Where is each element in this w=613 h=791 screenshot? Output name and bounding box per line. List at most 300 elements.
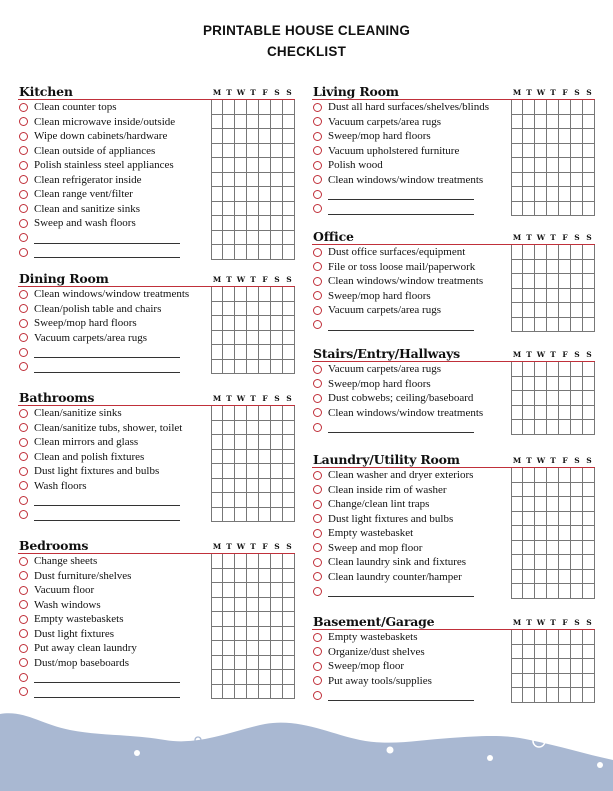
day-check-cell[interactable] xyxy=(235,598,247,613)
day-check-cell[interactable] xyxy=(211,627,223,642)
day-check-cell[interactable] xyxy=(223,421,235,436)
day-check-cell[interactable] xyxy=(559,129,571,144)
checkbox-circle-icon[interactable] xyxy=(19,190,28,199)
checkbox-circle-icon[interactable] xyxy=(19,319,28,328)
day-check-cell[interactable] xyxy=(523,541,535,556)
day-check-cell[interactable] xyxy=(559,115,571,130)
blank-task-line[interactable] xyxy=(328,199,474,200)
checkbox-circle-icon[interactable] xyxy=(313,500,322,509)
day-check-cell[interactable] xyxy=(547,526,559,541)
day-check-cell[interactable] xyxy=(211,554,223,569)
day-check-cell[interactable] xyxy=(571,526,583,541)
day-check-cell[interactable] xyxy=(235,287,247,302)
checkbox-circle-icon[interactable] xyxy=(19,481,28,490)
day-check-cell[interactable] xyxy=(235,583,247,598)
day-check-cell[interactable] xyxy=(571,115,583,130)
day-check-cell[interactable] xyxy=(235,100,247,115)
day-check-cell[interactable] xyxy=(547,173,559,188)
day-check-cell[interactable] xyxy=(259,202,271,217)
day-check-cell[interactable] xyxy=(511,512,523,527)
day-check-cell[interactable] xyxy=(235,302,247,317)
day-check-cell[interactable] xyxy=(247,670,259,685)
day-check-cell[interactable] xyxy=(271,187,283,202)
day-check-cell[interactable] xyxy=(583,202,595,217)
day-check-cell[interactable] xyxy=(259,115,271,130)
day-check-cell[interactable] xyxy=(283,302,295,317)
day-check-cell[interactable] xyxy=(247,331,259,346)
checkbox-circle-icon[interactable] xyxy=(313,161,322,170)
day-check-cell[interactable] xyxy=(211,202,223,217)
day-check-cell[interactable] xyxy=(271,302,283,317)
day-check-cell[interactable] xyxy=(211,115,223,130)
day-check-cell[interactable] xyxy=(211,144,223,159)
day-check-cell[interactable] xyxy=(547,645,559,660)
day-check-cell[interactable] xyxy=(523,420,535,435)
day-check-cell[interactable] xyxy=(223,316,235,331)
checkbox-circle-icon[interactable] xyxy=(313,394,322,403)
day-check-cell[interactable] xyxy=(247,345,259,360)
day-check-cell[interactable] xyxy=(271,554,283,569)
day-check-cell[interactable] xyxy=(283,421,295,436)
day-check-cell[interactable] xyxy=(247,450,259,465)
day-check-cell[interactable] xyxy=(283,627,295,642)
checkbox-circle-icon[interactable] xyxy=(313,485,322,494)
day-check-cell[interactable] xyxy=(235,231,247,246)
day-check-cell[interactable] xyxy=(271,421,283,436)
day-check-cell[interactable] xyxy=(559,541,571,556)
day-check-cell[interactable] xyxy=(547,483,559,498)
checkbox-circle-icon[interactable] xyxy=(313,572,322,581)
day-check-cell[interactable] xyxy=(535,144,547,159)
checkbox-circle-icon[interactable] xyxy=(313,175,322,184)
day-check-cell[interactable] xyxy=(523,362,535,377)
day-check-cell[interactable] xyxy=(259,670,271,685)
day-check-cell[interactable] xyxy=(571,659,583,674)
day-check-cell[interactable] xyxy=(547,144,559,159)
day-check-cell[interactable] xyxy=(571,377,583,392)
day-check-cell[interactable] xyxy=(247,627,259,642)
day-check-cell[interactable] xyxy=(571,245,583,260)
day-check-cell[interactable] xyxy=(283,598,295,613)
checkbox-circle-icon[interactable] xyxy=(19,687,28,696)
checkbox-circle-icon[interactable] xyxy=(19,644,28,653)
day-check-cell[interactable] xyxy=(283,569,295,584)
day-check-cell[interactable] xyxy=(271,493,283,508)
day-check-cell[interactable] xyxy=(271,287,283,302)
day-check-cell[interactable] xyxy=(271,158,283,173)
day-check-cell[interactable] xyxy=(283,287,295,302)
day-check-cell[interactable] xyxy=(511,144,523,159)
day-check-cell[interactable] xyxy=(559,100,571,115)
checkbox-circle-icon[interactable] xyxy=(313,529,322,538)
day-check-cell[interactable] xyxy=(535,420,547,435)
day-check-cell[interactable] xyxy=(571,187,583,202)
day-check-cell[interactable] xyxy=(535,512,547,527)
day-check-cell[interactable] xyxy=(535,100,547,115)
day-check-cell[interactable] xyxy=(235,685,247,700)
day-check-cell[interactable] xyxy=(583,245,595,260)
blank-task-line[interactable] xyxy=(328,596,474,597)
day-check-cell[interactable] xyxy=(223,302,235,317)
checkbox-circle-icon[interactable] xyxy=(19,467,28,476)
day-check-cell[interactable] xyxy=(235,569,247,584)
day-check-cell[interactable] xyxy=(223,202,235,217)
day-check-cell[interactable] xyxy=(235,360,247,375)
day-check-cell[interactable] xyxy=(259,231,271,246)
checkbox-circle-icon[interactable] xyxy=(313,471,322,480)
day-check-cell[interactable] xyxy=(547,497,559,512)
day-check-cell[interactable] xyxy=(571,289,583,304)
day-check-cell[interactable] xyxy=(523,202,535,217)
day-check-cell[interactable] xyxy=(235,435,247,450)
day-check-cell[interactable] xyxy=(271,173,283,188)
blank-task-line[interactable] xyxy=(328,330,474,331)
day-check-cell[interactable] xyxy=(247,287,259,302)
day-check-cell[interactable] xyxy=(583,115,595,130)
day-check-cell[interactable] xyxy=(547,674,559,689)
day-check-cell[interactable] xyxy=(259,216,271,231)
day-check-cell[interactable] xyxy=(283,187,295,202)
day-check-cell[interactable] xyxy=(523,584,535,599)
checkbox-circle-icon[interactable] xyxy=(19,219,28,228)
day-check-cell[interactable] xyxy=(571,144,583,159)
day-check-cell[interactable] xyxy=(571,541,583,556)
day-check-cell[interactable] xyxy=(259,450,271,465)
day-check-cell[interactable] xyxy=(583,570,595,585)
day-check-cell[interactable] xyxy=(583,173,595,188)
day-check-cell[interactable] xyxy=(247,641,259,656)
day-check-cell[interactable] xyxy=(511,584,523,599)
day-check-cell[interactable] xyxy=(211,421,223,436)
day-check-cell[interactable] xyxy=(271,479,283,494)
day-check-cell[interactable] xyxy=(283,115,295,130)
checkbox-circle-icon[interactable] xyxy=(19,571,28,580)
day-check-cell[interactable] xyxy=(283,464,295,479)
day-check-cell[interactable] xyxy=(511,158,523,173)
day-check-cell[interactable] xyxy=(283,129,295,144)
day-check-cell[interactable] xyxy=(247,129,259,144)
day-check-cell[interactable] xyxy=(511,468,523,483)
day-check-cell[interactable] xyxy=(235,493,247,508)
day-check-cell[interactable] xyxy=(583,497,595,512)
day-check-cell[interactable] xyxy=(235,450,247,465)
day-check-cell[interactable] xyxy=(523,391,535,406)
blank-task-line[interactable] xyxy=(34,357,180,358)
day-check-cell[interactable] xyxy=(511,391,523,406)
day-check-cell[interactable] xyxy=(283,316,295,331)
day-check-cell[interactable] xyxy=(259,316,271,331)
day-check-cell[interactable] xyxy=(283,331,295,346)
day-check-cell[interactable] xyxy=(535,245,547,260)
day-check-cell[interactable] xyxy=(271,464,283,479)
day-check-cell[interactable] xyxy=(211,231,223,246)
day-check-cell[interactable] xyxy=(247,569,259,584)
day-check-cell[interactable] xyxy=(247,187,259,202)
day-check-cell[interactable] xyxy=(547,303,559,318)
day-check-cell[interactable] xyxy=(547,584,559,599)
day-check-cell[interactable] xyxy=(283,245,295,260)
day-check-cell[interactable] xyxy=(283,345,295,360)
day-check-cell[interactable] xyxy=(559,274,571,289)
day-check-cell[interactable] xyxy=(583,483,595,498)
day-check-cell[interactable] xyxy=(511,129,523,144)
checkbox-circle-icon[interactable] xyxy=(19,409,28,418)
day-check-cell[interactable] xyxy=(271,569,283,584)
day-check-cell[interactable] xyxy=(211,158,223,173)
day-check-cell[interactable] xyxy=(535,377,547,392)
day-check-cell[interactable] xyxy=(223,144,235,159)
day-check-cell[interactable] xyxy=(271,670,283,685)
day-check-cell[interactable] xyxy=(583,158,595,173)
blank-task-line[interactable] xyxy=(34,257,180,258)
day-check-cell[interactable] xyxy=(547,420,559,435)
day-check-cell[interactable] xyxy=(223,129,235,144)
day-check-cell[interactable] xyxy=(535,555,547,570)
day-check-cell[interactable] xyxy=(283,670,295,685)
day-check-cell[interactable] xyxy=(223,115,235,130)
day-check-cell[interactable] xyxy=(571,645,583,660)
day-check-cell[interactable] xyxy=(223,435,235,450)
day-check-cell[interactable] xyxy=(547,468,559,483)
day-check-cell[interactable] xyxy=(559,555,571,570)
day-check-cell[interactable] xyxy=(523,674,535,689)
checkbox-circle-icon[interactable] xyxy=(19,452,28,461)
day-check-cell[interactable] xyxy=(247,685,259,700)
day-check-cell[interactable] xyxy=(583,391,595,406)
day-check-cell[interactable] xyxy=(235,345,247,360)
day-check-cell[interactable] xyxy=(247,100,259,115)
checkbox-circle-icon[interactable] xyxy=(313,248,322,257)
day-check-cell[interactable] xyxy=(571,318,583,333)
day-check-cell[interactable] xyxy=(223,187,235,202)
day-check-cell[interactable] xyxy=(523,129,535,144)
day-check-cell[interactable] xyxy=(235,508,247,523)
day-check-cell[interactable] xyxy=(559,468,571,483)
day-check-cell[interactable] xyxy=(223,345,235,360)
day-check-cell[interactable] xyxy=(223,656,235,671)
day-check-cell[interactable] xyxy=(247,554,259,569)
day-check-cell[interactable] xyxy=(559,584,571,599)
day-check-cell[interactable] xyxy=(571,630,583,645)
day-check-cell[interactable] xyxy=(223,464,235,479)
day-check-cell[interactable] xyxy=(559,362,571,377)
day-check-cell[interactable] xyxy=(523,303,535,318)
day-check-cell[interactable] xyxy=(559,303,571,318)
day-check-cell[interactable] xyxy=(211,187,223,202)
day-check-cell[interactable] xyxy=(211,670,223,685)
checkbox-circle-icon[interactable] xyxy=(313,146,322,155)
day-check-cell[interactable] xyxy=(283,173,295,188)
day-check-cell[interactable] xyxy=(223,173,235,188)
day-check-cell[interactable] xyxy=(235,627,247,642)
checkbox-circle-icon[interactable] xyxy=(313,277,322,286)
day-check-cell[interactable] xyxy=(511,202,523,217)
day-check-cell[interactable] xyxy=(247,435,259,450)
day-check-cell[interactable] xyxy=(535,570,547,585)
checkbox-circle-icon[interactable] xyxy=(313,514,322,523)
day-check-cell[interactable] xyxy=(223,158,235,173)
day-check-cell[interactable] xyxy=(247,493,259,508)
day-check-cell[interactable] xyxy=(259,421,271,436)
day-check-cell[interactable] xyxy=(583,526,595,541)
day-check-cell[interactable] xyxy=(571,674,583,689)
day-check-cell[interactable] xyxy=(283,100,295,115)
checkbox-circle-icon[interactable] xyxy=(313,423,322,432)
checkbox-circle-icon[interactable] xyxy=(313,204,322,213)
checkbox-circle-icon[interactable] xyxy=(19,586,28,595)
day-check-cell[interactable] xyxy=(547,541,559,556)
day-check-cell[interactable] xyxy=(223,583,235,598)
day-check-cell[interactable] xyxy=(523,274,535,289)
day-check-cell[interactable] xyxy=(547,512,559,527)
day-check-cell[interactable] xyxy=(211,641,223,656)
checkbox-circle-icon[interactable] xyxy=(19,496,28,505)
day-check-cell[interactable] xyxy=(211,612,223,627)
day-check-cell[interactable] xyxy=(259,435,271,450)
day-check-cell[interactable] xyxy=(211,583,223,598)
day-check-cell[interactable] xyxy=(511,645,523,660)
day-check-cell[interactable] xyxy=(583,541,595,556)
day-check-cell[interactable] xyxy=(223,569,235,584)
day-check-cell[interactable] xyxy=(535,115,547,130)
day-check-cell[interactable] xyxy=(259,129,271,144)
day-check-cell[interactable] xyxy=(583,555,595,570)
day-check-cell[interactable] xyxy=(223,100,235,115)
day-check-cell[interactable] xyxy=(571,173,583,188)
day-check-cell[interactable] xyxy=(235,316,247,331)
day-check-cell[interactable] xyxy=(247,216,259,231)
day-check-cell[interactable] xyxy=(547,187,559,202)
day-check-cell[interactable] xyxy=(523,497,535,512)
day-check-cell[interactable] xyxy=(523,115,535,130)
checkbox-circle-icon[interactable] xyxy=(313,306,322,315)
day-check-cell[interactable] xyxy=(223,231,235,246)
day-check-cell[interactable] xyxy=(547,391,559,406)
day-check-cell[interactable] xyxy=(211,302,223,317)
day-check-cell[interactable] xyxy=(511,303,523,318)
day-check-cell[interactable] xyxy=(235,129,247,144)
day-check-cell[interactable] xyxy=(523,260,535,275)
day-check-cell[interactable] xyxy=(247,479,259,494)
day-check-cell[interactable] xyxy=(523,483,535,498)
day-check-cell[interactable] xyxy=(535,659,547,674)
blank-task-line[interactable] xyxy=(328,432,474,433)
day-check-cell[interactable] xyxy=(571,260,583,275)
day-check-cell[interactable] xyxy=(235,421,247,436)
checkbox-circle-icon[interactable] xyxy=(313,379,322,388)
day-check-cell[interactable] xyxy=(271,612,283,627)
day-check-cell[interactable] xyxy=(271,598,283,613)
blank-task-line[interactable] xyxy=(34,243,180,244)
day-check-cell[interactable] xyxy=(583,362,595,377)
day-check-cell[interactable] xyxy=(211,435,223,450)
day-check-cell[interactable] xyxy=(523,659,535,674)
blank-task-line[interactable] xyxy=(34,372,180,373)
day-check-cell[interactable] xyxy=(247,598,259,613)
blank-task-line[interactable] xyxy=(34,697,180,698)
day-check-cell[interactable] xyxy=(235,245,247,260)
day-check-cell[interactable] xyxy=(571,497,583,512)
checkbox-circle-icon[interactable] xyxy=(313,262,322,271)
day-check-cell[interactable] xyxy=(559,173,571,188)
day-check-cell[interactable] xyxy=(211,685,223,700)
day-check-cell[interactable] xyxy=(571,570,583,585)
day-check-cell[interactable] xyxy=(583,406,595,421)
checkbox-circle-icon[interactable] xyxy=(19,658,28,667)
day-check-cell[interactable] xyxy=(271,406,283,421)
day-check-cell[interactable] xyxy=(259,187,271,202)
day-check-cell[interactable] xyxy=(271,345,283,360)
day-check-cell[interactable] xyxy=(271,115,283,130)
day-check-cell[interactable] xyxy=(235,479,247,494)
day-check-cell[interactable] xyxy=(571,406,583,421)
day-check-cell[interactable] xyxy=(523,318,535,333)
day-check-cell[interactable] xyxy=(583,468,595,483)
day-check-cell[interactable] xyxy=(559,377,571,392)
day-check-cell[interactable] xyxy=(259,287,271,302)
day-check-cell[interactable] xyxy=(211,450,223,465)
day-check-cell[interactable] xyxy=(271,627,283,642)
day-check-cell[interactable] xyxy=(523,645,535,660)
day-check-cell[interactable] xyxy=(223,245,235,260)
day-check-cell[interactable] xyxy=(223,479,235,494)
day-check-cell[interactable] xyxy=(571,274,583,289)
day-check-cell[interactable] xyxy=(547,555,559,570)
day-check-cell[interactable] xyxy=(271,216,283,231)
day-check-cell[interactable] xyxy=(547,115,559,130)
day-check-cell[interactable] xyxy=(247,612,259,627)
day-check-cell[interactable] xyxy=(571,555,583,570)
checkbox-circle-icon[interactable] xyxy=(19,103,28,112)
day-check-cell[interactable] xyxy=(211,569,223,584)
day-check-cell[interactable] xyxy=(235,144,247,159)
day-check-cell[interactable] xyxy=(271,100,283,115)
day-check-cell[interactable] xyxy=(283,360,295,375)
day-check-cell[interactable] xyxy=(283,479,295,494)
day-check-cell[interactable] xyxy=(559,187,571,202)
day-check-cell[interactable] xyxy=(559,406,571,421)
day-check-cell[interactable] xyxy=(259,360,271,375)
day-check-cell[interactable] xyxy=(259,302,271,317)
day-check-cell[interactable] xyxy=(547,100,559,115)
day-check-cell[interactable] xyxy=(247,508,259,523)
day-check-cell[interactable] xyxy=(583,318,595,333)
day-check-cell[interactable] xyxy=(535,173,547,188)
day-check-cell[interactable] xyxy=(283,216,295,231)
day-check-cell[interactable] xyxy=(535,187,547,202)
day-check-cell[interactable] xyxy=(259,583,271,598)
day-check-cell[interactable] xyxy=(271,641,283,656)
day-check-cell[interactable] xyxy=(223,450,235,465)
day-check-cell[interactable] xyxy=(559,630,571,645)
day-check-cell[interactable] xyxy=(259,245,271,260)
day-check-cell[interactable] xyxy=(223,360,235,375)
day-check-cell[interactable] xyxy=(547,129,559,144)
day-check-cell[interactable] xyxy=(223,331,235,346)
day-check-cell[interactable] xyxy=(259,479,271,494)
day-check-cell[interactable] xyxy=(547,659,559,674)
day-check-cell[interactable] xyxy=(259,173,271,188)
day-check-cell[interactable] xyxy=(271,316,283,331)
day-check-cell[interactable] xyxy=(511,377,523,392)
day-check-cell[interactable] xyxy=(247,231,259,246)
day-check-cell[interactable] xyxy=(511,289,523,304)
day-check-cell[interactable] xyxy=(511,541,523,556)
checkbox-circle-icon[interactable] xyxy=(313,676,322,685)
day-check-cell[interactable] xyxy=(247,421,259,436)
day-check-cell[interactable] xyxy=(511,318,523,333)
day-check-cell[interactable] xyxy=(583,630,595,645)
